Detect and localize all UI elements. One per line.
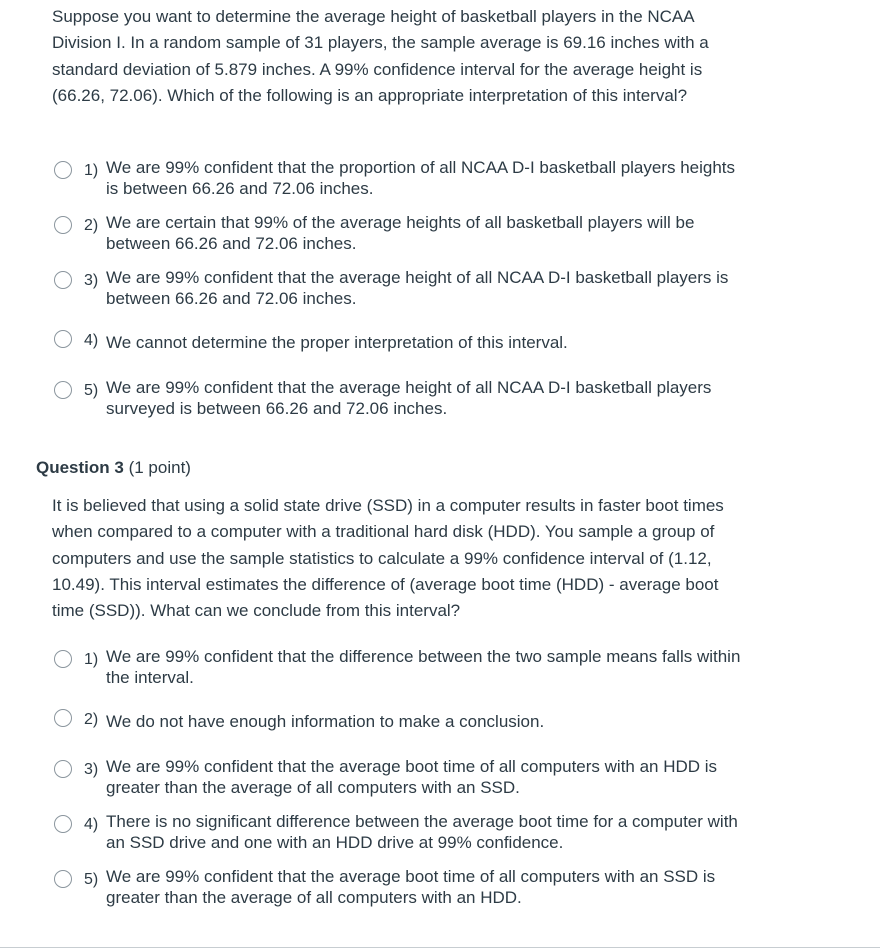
q3-option-5-number: 5): [84, 871, 99, 888]
q3-option-1-radio[interactable]: [54, 650, 72, 668]
question-3-title: Question 3: [36, 458, 124, 477]
q2-option-2-radio[interactable]: [54, 216, 72, 234]
q2-option-3-text: We are 99% confident that the average height of all NCAA D-I basketball players is between 66.26 and 72.06 inches.: [106, 268, 729, 308]
q2-option-2[interactable]: [54, 212, 754, 256]
question-2-text: Suppose you want to determine the average height of basketball players in the NCAA Division I. In a random sample of 31 players, the sample average is 69.16 inches with a standard deviation of 5.879 inches. A 99% confidence interval for the average height is (66.26, 72.06). Which of the following is an appropriate interpretation of this interval?: [52, 7, 709, 105]
q2-option-3-number: 3): [84, 272, 99, 289]
question-3-text: It is believed that using a solid state drive (SSD) in a computer results in faster boot times when compared to a computer with a traditional hard disk (HDD). You sample a group of computers and use the sample statistics to calculate a 99% confidence interval of (1.12, 10.49). This interval estimates the difference of (average boot time (HDD) - average boot time (SSD)). What can we conclude from this interval?: [52, 496, 724, 621]
q3-option-4-text: There is no significant difference between the average boot time for a computer with an SSD drive and one with an HDD drive at 99% confidence.: [106, 812, 738, 852]
q3-option-5[interactable]: [54, 866, 754, 910]
q2-option-5[interactable]: [54, 377, 754, 421]
q2-option-5-radio[interactable]: [54, 381, 72, 399]
q2-option-1[interactable]: [54, 157, 754, 201]
q3-option-2[interactable]: [54, 711, 754, 755]
q3-option-3-text: We are 99% confident that the average boot time of all computers with an HDD is greater than the average of all computers with an SSD.: [106, 757, 718, 797]
q3-option-3-number: 3): [84, 761, 99, 778]
q3-option-4[interactable]: [54, 811, 754, 855]
q2-option-1-number: 1): [84, 162, 99, 179]
question-3-header: [36, 457, 191, 479]
q2-option-1-radio[interactable]: [54, 161, 72, 179]
q2-option-3-radio[interactable]: [54, 271, 72, 289]
q3-option-1[interactable]: [54, 646, 754, 690]
q3-option-5-text: We are 99% confident that the average boot time of all computers with an SSD is greater than the average of all computers with an HDD.: [106, 867, 716, 907]
q2-option-4[interactable]: [54, 332, 754, 376]
q3-option-3-radio[interactable]: [54, 760, 72, 778]
question-3-points: (1 point): [128, 458, 191, 477]
q3-option-2-radio[interactable]: [54, 709, 72, 727]
q2-option-3[interactable]: [54, 267, 754, 311]
q2-option-4-number: 4): [84, 332, 99, 349]
q3-option-4-radio[interactable]: [54, 815, 72, 833]
q2-option-5-number: 5): [84, 382, 99, 399]
q3-option-1-text: We are 99% confident that the difference between the two sample means falls within the interval.: [106, 647, 741, 687]
q2-option-5-text: We are 99% confident that the average height of all NCAA D-I basketball players surveyed is between 66.26 and 72.06 inches.: [106, 378, 712, 418]
q2-option-1-text: We are 99% confident that the proportion of all NCAA D-I basketball players heights is between 66.26 and 72.06 inches.: [106, 158, 736, 198]
q2-option-4-text: We cannot determine the proper interpretation of this interval.: [106, 333, 568, 352]
q3-option-2-number: 2): [84, 711, 99, 728]
q2-option-2-text: We are certain that 99% of the average heights of all basketball players will be between 66.26 and 72.06 inches.: [106, 213, 695, 253]
q3-option-3[interactable]: [54, 756, 754, 800]
bottom-divider: [0, 947, 880, 948]
q2-option-4-radio[interactable]: [54, 330, 72, 348]
q3-option-5-radio[interactable]: [54, 870, 72, 888]
q2-option-2-number: 2): [84, 217, 99, 234]
q3-option-2-text: We do not have enough information to make a conclusion.: [106, 712, 545, 731]
q3-option-1-number: 1): [84, 651, 99, 668]
q3-option-4-number: 4): [84, 816, 99, 833]
